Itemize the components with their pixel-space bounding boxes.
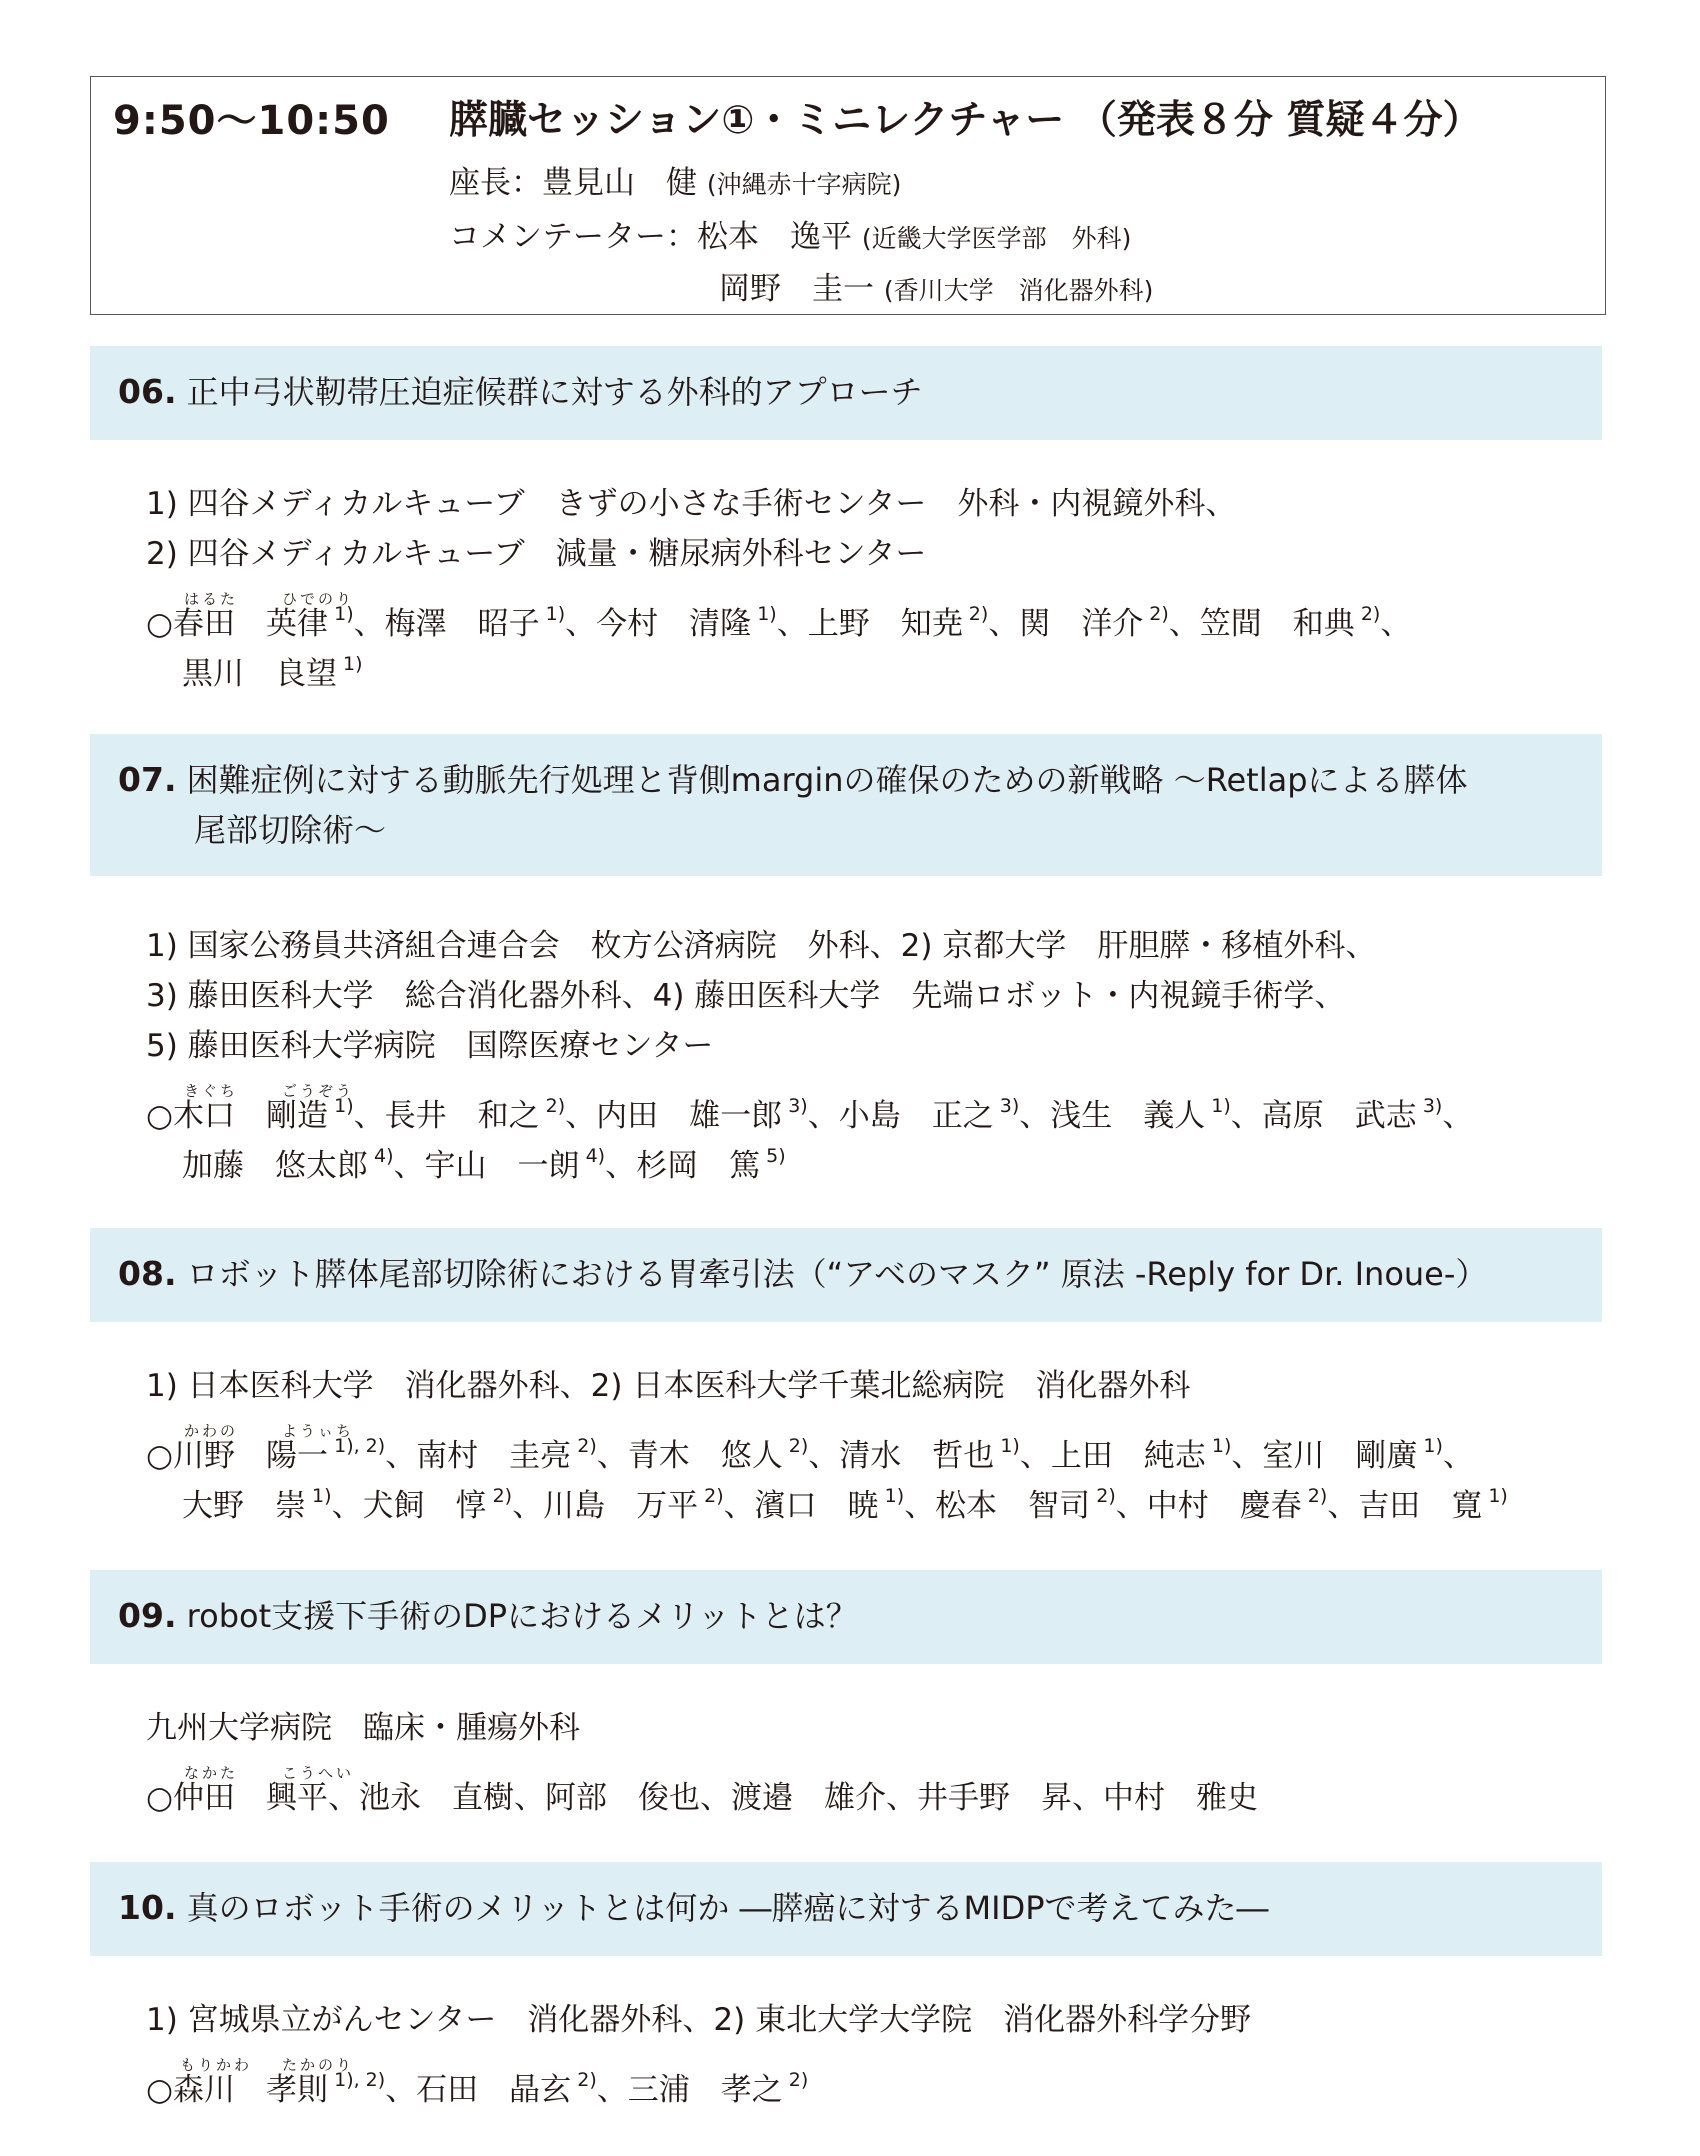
affiliation-superscript: 5) — [760, 1145, 786, 1167]
affiliation-superscript: 4) — [579, 1145, 606, 1167]
session-time: 9:50〜10:50 — [113, 98, 390, 144]
presentation-07-title-line-2: 尾部切除術〜 — [194, 811, 387, 849]
presentation-09-authors-1: ○仲田 興平、池永 直樹、阿部 俊也、渡邉 雄介、井手野 昇、中村 雅史 — [146, 1780, 1259, 1816]
presentation-06-ruby-2: ひでのり — [282, 590, 355, 608]
presentation-06-authors-2: 黒川 良望 $^{1)}$ — [182, 653, 363, 692]
affiliation-superscript: 1) — [1205, 1095, 1231, 1117]
presentation-09-title-band — [90, 1570, 1602, 1664]
presentation-08-authors-2: 大野 崇 $^{1)}$、犬飼 惇 $^{2)}$、川島 万平 $^{2)}$、濱口 暁 $^{1)}$、松本 智司 $^{2)}$、中村 慶春 $^{2)}$、吉田 寛 $^{1)}$ — [182, 1485, 1508, 1524]
affiliation-superscript: 3) — [1416, 1095, 1443, 1117]
presentation-08-ruby-2: ようぃち — [282, 1422, 355, 1440]
presentation-07-authors-1: ○木口 剛造 $^{1)}$、長井 和之 $^{2)}$、内田 雄一郎 $^{3)}$、小島 正之 $^{3)}$、浅生 義人 $^{1)}$、高原 武志 $^{3)}$、 — [146, 1095, 1474, 1134]
affiliation-superscript: 2) — [539, 1095, 566, 1117]
commentator-affiliation: (近畿大学医学部 外科) — [861, 224, 1132, 253]
presentation-08-title: 08. ロボット膵体尾部切除術における胃牽引法（“アベのマスク” 原法 -Reply for Dr. Inoue-） — [118, 1254, 1488, 1293]
presentation-06-title-text: 正中弓状靭帯圧迫症候群に対する外科的アプローチ — [186, 373, 923, 411]
presentation-06-affiliation-2: 2) 四谷メディカルキューブ 減量・糖尿病外科センター — [146, 536, 927, 572]
presentation-07-authors-2: 加藤 悠太郎 $^{4)}$、宇山 一朗 $^{4)}$、杉岡 篤 $^{5)}$ — [182, 1145, 786, 1184]
commentator2-name: 岡野 圭一 — [719, 271, 874, 307]
affiliation-superscript: 2) — [698, 1485, 724, 1507]
affiliation-superscript: 2) — [1090, 1485, 1116, 1507]
presentation-07-affiliation-3: 5) 藤田医科大学病院 国際医療センター — [146, 1028, 714, 1064]
affiliation-superscript: 1) — [539, 603, 566, 625]
affiliation-superscript: 2) — [782, 1435, 809, 1457]
presentation-10-ruby-2: たかのり — [282, 2056, 355, 2074]
commentator2-affiliation: (香川大学 消化器外科) — [883, 276, 1154, 305]
affiliation-superscript: 1) — [751, 603, 777, 625]
presentation-10-affiliation-1: 1) 宮城県立がんセンター 消化器外科、2) 東北大学大学院 消化器外科学分野 — [146, 2002, 1252, 2038]
affiliation-superscript: 2) — [486, 1485, 513, 1507]
chair-affiliation: (沖縄赤十字病院) — [706, 170, 902, 199]
presentation-10-ruby-1: もりかわ — [180, 2056, 253, 2074]
presentation-09-number: 09 — [118, 1596, 164, 1635]
affiliation-superscript: 2) — [782, 2069, 809, 2091]
presentation-09-title: 09. robot支援下手術のDPにおけるメリットとは？ — [118, 1596, 858, 1635]
presentation-09-ruby-1: なかた — [184, 1764, 239, 1782]
presentation-09-title-text: robot支援下手術のDPにおけるメリットとは？ — [186, 1597, 858, 1635]
presentation-10-title-text: 真のロボット手術のメリットとは何か ―膵癌に対するMIDPで考えてみた― — [186, 1889, 1269, 1927]
affiliation-superscript: 2) — [1354, 603, 1381, 625]
presentation-09-ruby-2: こうへい — [282, 1764, 355, 1782]
presentation-07-title-text: 困難症例に対する動脈先行処理と背側marginの確保のための新戦略 〜Retlapによる膵体 — [186, 761, 1468, 799]
commentator-line — [449, 211, 1131, 256]
affiliation-superscript: 2) — [1301, 1485, 1328, 1507]
affiliation-superscript: 2) — [571, 1435, 597, 1457]
presentation-08-affiliation-1: 1) 日本医科大学 消化器外科、2) 日本医科大学千葉北総病院 消化器外科 — [146, 1368, 1191, 1404]
affiliation-superscript: 1) — [306, 1485, 332, 1507]
affiliation-superscript: 4) — [368, 1145, 394, 1167]
presentation-07-ruby-1: きぐち — [184, 1082, 239, 1100]
session-title: 膵臓セッション①・ミニレクチャー （発表８分 質疑４分） — [449, 98, 1482, 143]
affiliation-superscript: 1) — [328, 1095, 354, 1117]
affiliation-superscript: 1), 2) — [328, 2069, 386, 2091]
session-header — [90, 76, 1606, 315]
presentation-08-title-band — [90, 1228, 1602, 1322]
presentation-10-number: 10 — [118, 1888, 164, 1927]
affiliation-superscript: 2) — [962, 603, 989, 625]
affiliation-superscript: 1) — [337, 653, 363, 675]
presentation-07-affiliation-2: 3) 藤田医科大学 総合消化器外科、4) 藤田医科大学 先端ロボット・内視鏡手術学、 — [146, 978, 1346, 1014]
affiliation-superscript: 2) — [571, 2069, 597, 2091]
affiliation-superscript: 1) — [994, 1435, 1020, 1457]
presentation-07-number: 07 — [118, 760, 164, 799]
presentation-06-authors-1: ○春田 英律 $^{1)}$、梅澤 昭子 $^{1)}$、今村 清隆 $^{1)}$、上野 知尭 $^{2)}$、関 洋介 $^{2)}$、笠間 和典 $^{2)}$、 — [146, 603, 1412, 642]
commentator-name: コメンテーター：松本 逸平 — [449, 219, 852, 255]
affiliation-superscript: 1) — [1482, 1485, 1508, 1507]
presentation-08-title-text: ロボット膵体尾部切除術における胃牽引法（“アベのマスク” 原法 -Reply for Dr. Inoue-） — [186, 1255, 1488, 1293]
presentation-06-title: 06. 正中弓状靭帯圧迫症候群に対する外科的アプローチ — [118, 372, 923, 411]
affiliation-superscript: 1) — [878, 1485, 905, 1507]
presentation-10-title-band — [90, 1862, 1602, 1956]
presentation-07-ruby-2: ごうぞう — [282, 1082, 355, 1100]
presentation-09-affiliation-1: 九州大学病院 臨床・腫瘍外科 — [146, 1710, 580, 1746]
affiliation-superscript: 1) — [328, 603, 354, 625]
affiliation-superscript: 1), 2) — [328, 1435, 386, 1457]
presentation-08-ruby-1: かわの — [184, 1422, 239, 1440]
presentation-07-title-band — [90, 734, 1602, 876]
presentation-06-ruby-1: はるた — [184, 590, 239, 608]
presentation-10-authors-1: ○森川 孝則 $^{1), 2)}$、石田 晶玄 $^{2)}$、三浦 孝之 $^{2)}$ — [146, 2069, 809, 2108]
presentation-10-title: 10. 真のロボット手術のメリットとは何か ―膵癌に対するMIDPで考えてみた― — [118, 1888, 1269, 1927]
affiliation-superscript: 1) — [1417, 1435, 1443, 1457]
presentation-08-number: 08 — [118, 1254, 164, 1293]
commentator2-line — [719, 263, 1153, 308]
presentation-06-title-band — [90, 346, 1602, 440]
presentation-08-authors-1: ○川野 陽一 $^{1), 2)}$、南村 圭亮 $^{2)}$、青木 悠人 $^{2)}$、清水 哲也 $^{1)}$、上田 純志 $^{1)}$、室川 剛廣 $^{1)}$、 — [146, 1435, 1474, 1474]
affiliation-superscript: 3) — [993, 1095, 1020, 1117]
chair-line — [449, 157, 901, 202]
affiliation-superscript: 1) — [1205, 1435, 1232, 1457]
presentation-07-affiliation-1: 1) 国家公務員共済組合連合会 枚方公済病院 外科、2) 京都大学 肝胆膵・移植外科、 — [146, 928, 1377, 964]
presentation-07-title: 07. 困難症例に対する動脈先行処理と背側marginの確保のための新戦略 〜Retlapによる膵体 — [118, 760, 1468, 799]
presentation-06-affiliation-1: 1) 四谷メディカルキューブ きずの小さな手術センター 外科・内視鏡外科、 — [146, 486, 1237, 522]
affiliation-superscript: 3) — [782, 1095, 808, 1117]
affiliation-superscript: 2) — [1143, 603, 1169, 625]
presentation-06-number: 06 — [118, 372, 164, 411]
chair-name: 座長：豊見山 健 — [449, 165, 697, 201]
